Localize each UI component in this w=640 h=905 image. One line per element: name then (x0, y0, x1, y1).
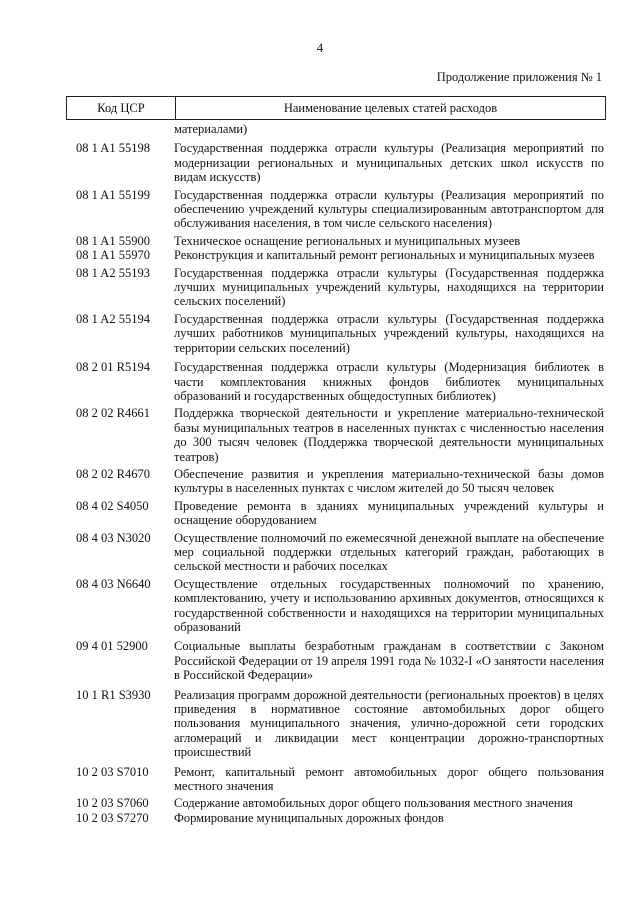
table-row (66, 406, 606, 464)
table-row (66, 796, 606, 810)
row-code: 10 2 03 S7060 (76, 796, 149, 811)
row-code: 09 4 01 52900 (76, 639, 148, 654)
row-description: Формирование муниципальных дорожных фондов (174, 810, 444, 825)
row-code: 08 4 03 N6640 (76, 576, 151, 591)
table-row (66, 360, 606, 403)
table-row (66, 122, 606, 136)
row-description: Государственная поддержка отрасли культуры (Государственная поддержка лучших работников муниципальных учреждений культуры, находящихся на территории сельских поселений) (174, 311, 604, 355)
row-description: Реализация программ дорожной деятельности (региональных проектов) в целях приведения в нормативное состояние автомобильных дорог общего пользования муниципального значения, улично-дорожной сети городских агломераций и ликвидации мест концентрации дорожно-транспортных происшествий (174, 687, 604, 760)
row-description: Государственная поддержка отрасли культуры (Государственная поддержка лучших муниципальных учреждений культуры, находящихся на территории сельских поселений) (174, 265, 604, 309)
table-row (66, 639, 606, 682)
table-row (66, 531, 606, 574)
table-header (66, 96, 606, 120)
row-description: Обеспечение развития и укрепления материально-технической базы домов культуры в населенных пунктах с числом жителей до 50 тысяч человек (174, 466, 604, 496)
row-code: 10 2 03 S7270 (76, 810, 149, 825)
code-column-header: Код ЦСР (67, 97, 176, 120)
row-code: 08 1 A1 55198 (76, 141, 150, 156)
table-row (66, 811, 606, 825)
table-row (66, 266, 606, 309)
row-description: Техническое оснащение региональных и муниципальных музеев (174, 233, 521, 248)
row-description: Ремонт, капитальный ремонт автомобильных дорог общего пользования местного значения (174, 764, 604, 794)
row-description: Осуществление полномочий по ежемесячной денежной выплате на обеспечение мер социальной поддержки отдельных категорий граждан, работающих в сельской местности и рабочих поселках (174, 530, 604, 574)
row-description: материалами) (174, 122, 248, 136)
name-column-header: Наименование целевых статей расходов (176, 97, 606, 120)
row-code: 08 2 02 R4661 (76, 406, 150, 421)
row-description: Осуществление отдельных государственных полномочий по хранению, комплектованию, учету и использованию архивных документов, относящихся к государственной собственности и находящихся на территории муниципальных образований (174, 576, 604, 634)
row-description: Государственная поддержка отрасли культуры (Реализация мероприятий по обеспечению учреждений культуры специализированным автотранспортом для обслуживания населения, в том числе сельского населения) (174, 187, 604, 231)
continuation-note: Продолжение приложения № 1 (436, 70, 602, 84)
row-description: Государственная поддержка отрасли культуры (Модернизация библиотек в части комплектования книжных фондов библиотек муниципальных образований и государственных общедоступных библиотек) (174, 360, 604, 403)
row-code: 10 2 03 S7010 (76, 764, 149, 779)
table-row (66, 141, 606, 184)
table-row (66, 188, 606, 231)
table-row (66, 234, 606, 248)
row-code: 10 1 R1 S3930 (76, 687, 151, 702)
row-description: Реконструкция и капитальный ремонт региональных и муниципальных музеев (174, 248, 595, 263)
row-code: 08 4 03 N3020 (76, 530, 151, 545)
table-row (66, 312, 606, 355)
table-row (66, 577, 606, 635)
row-code: 08 1 A1 55900 (76, 233, 150, 248)
table-row (66, 499, 606, 528)
row-code: 08 2 01 R5194 (76, 360, 150, 375)
row-description: Содержание автомобильных дорог общего пользования местного значения (174, 796, 573, 811)
expense-list (66, 122, 606, 825)
row-description: Проведение ремонта в зданиях муниципальных учреждений культуры и оснащение оборудованием (174, 498, 604, 528)
row-description: Государственная поддержка отрасли культуры (Реализация мероприятий по модернизации региональных и муниципальных детских школ искусств по видам искусств) (174, 141, 604, 185)
row-code: 08 4 02 S4050 (76, 498, 149, 513)
row-code: 08 1 A2 55193 (76, 265, 150, 280)
row-code: 08 1 A2 55194 (76, 311, 150, 326)
row-description: Поддержка творческой деятельности и укрепление материально-технической базы муниципальных театров в населенных пунктах с численностью населения до 300 тысяч человек (Поддержка творческой деятельности муниципальных театров) (174, 406, 604, 464)
row-code: 08 2 02 R4670 (76, 466, 150, 481)
row-description: Социальные выплаты безработным гражданам в соответствии с Законом Российской Федерации от 19 апреля 1991 года № 1032-I «О занятости населения в Российской Федерации» (174, 639, 604, 683)
row-code: 08 1 A1 55970 (76, 248, 150, 263)
table-row (66, 467, 606, 496)
table-row (66, 765, 606, 794)
row-code: 08 1 A1 55199 (76, 187, 150, 202)
page-number: 4 (316, 40, 324, 55)
table-row (66, 688, 606, 760)
table-row (66, 248, 606, 262)
